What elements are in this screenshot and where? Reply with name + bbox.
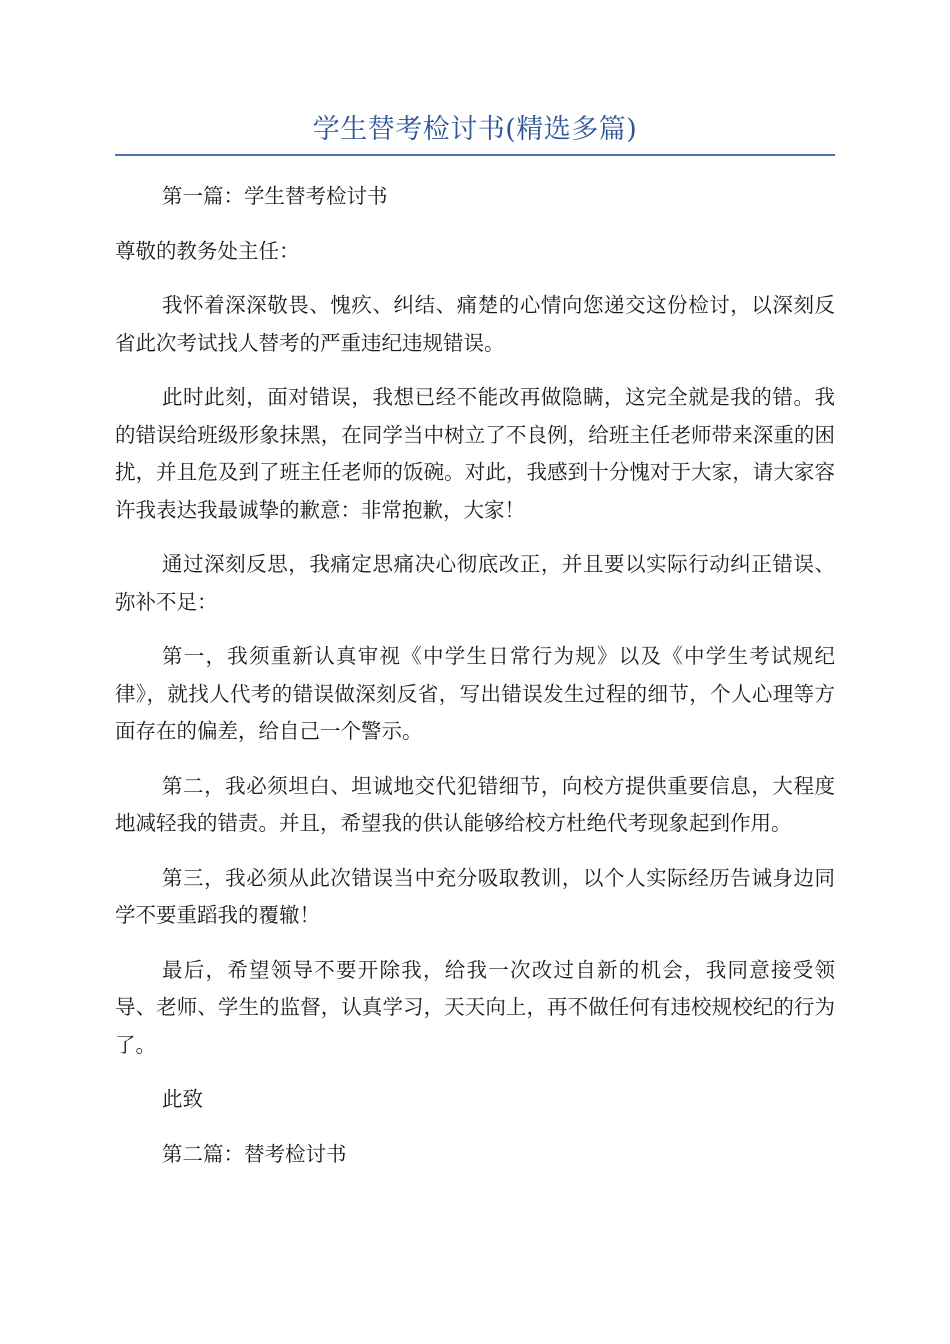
paragraph-first-point: 第一，我须重新认真审视《中学生日常行为规》以及《中学生考试规纪律》，就找人代考的错误做深刻反省，写出错误发生过程的细节，个人心理等方面存在的偏差，给自己一个警示。 [115,644,835,743]
paragraph-intro: 我怀着深深敬畏、愧疚、纠结、痛楚的心情向您递交这份检讨，以深刻反省此次考试找人替考的严重违纪违规错误。 [115,293,835,355]
document-title: 学生替考检讨书(精选多篇) [312,114,638,145]
section-heading-2: 第二篇：替考检讨书 [162,1141,347,1166]
section-heading-1: 第一篇：学生替考检讨书 [162,184,388,208]
title-underline [115,154,835,156]
salutation: 尊敬的教务处主任： [115,238,300,263]
paragraph-second-point: 第二，我必须坦白、坦诚地交代犯错细节，向校方提供重要信息，大程度地减轻我的错责。并且，希望我的供认能够给校方杜绝代考现象起到作用。 [115,773,835,835]
document-body [115,178,835,1173]
paragraph-reflection: 通过深刻反思，我痛定思痛决心彻底改正，并且要以实际行动纠正错误、弥补不足： [115,552,835,614]
paragraph-closing-request: 最后，希望领导不要开除我，给我一次改过自新的机会，我同意接受领导、老师、学生的监督，认真学习，天天向上，再不做任何有违校规校纪的行为了。 [115,957,835,1057]
document-page [115,110,835,1190]
paragraph-admission: 此时此刻，面对错误，我想已经不能改再做隐瞒，这完全就是我的错。我的错误给班级形象抹黑，在同学当中树立了不良例，给班主任老师带来深重的困扰，并且危及到了班主任老师的饭碗。对此，我感到十分愧对于大家，请大家容许我表达我最诚挚的歉意：非常抱歉，大家！ [115,385,835,522]
paragraph-third-point: 第三，我必须从此次错误当中充分吸取教训，以个人实际经历告诫身边同学不要重蹈我的覆辙！ [115,865,835,927]
closing-phrase: 此致 [162,1087,203,1111]
